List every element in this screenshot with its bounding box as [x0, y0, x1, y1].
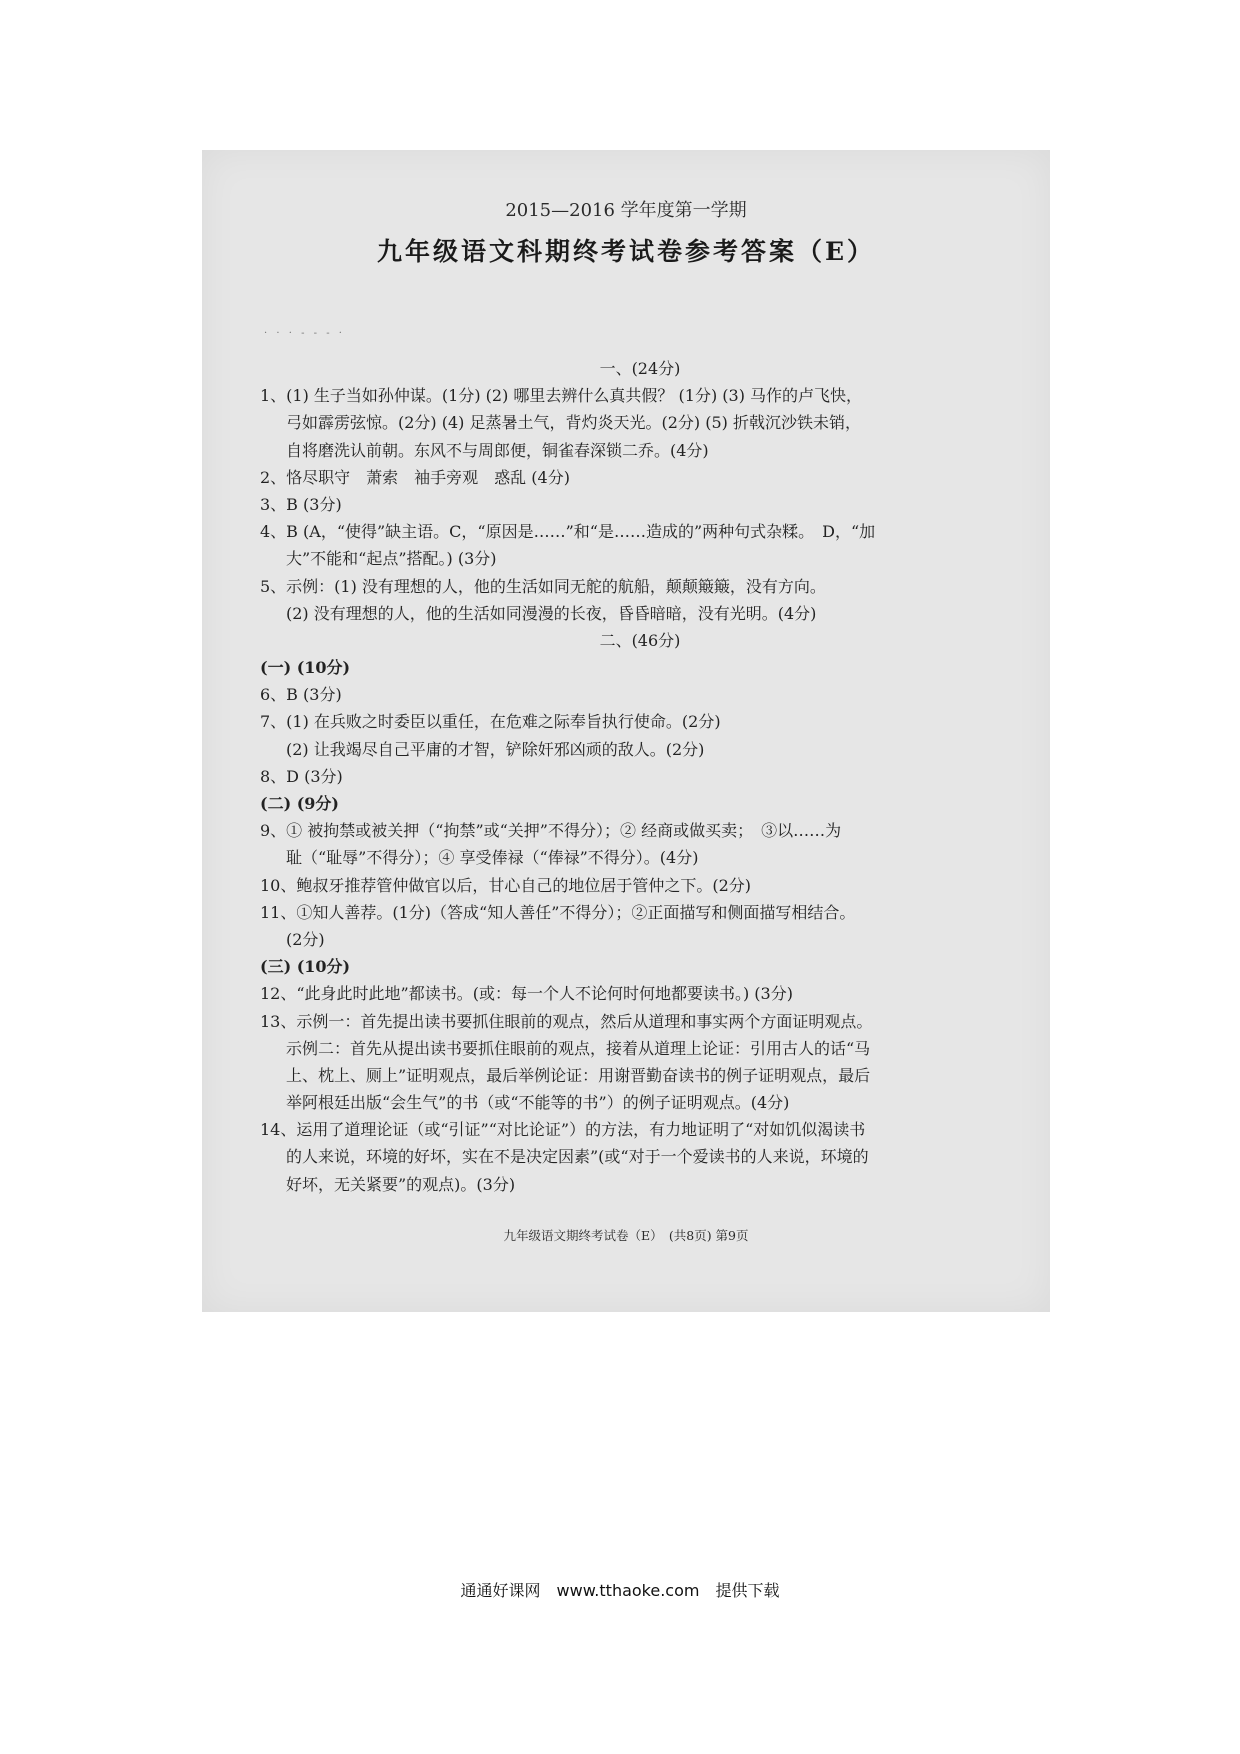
answer-line: 14、运用了道理论证（或“引证”“对比论证”）的方法，有力地证明了“对如饥似渴读书	[260, 1120, 866, 1140]
answer-line: 3、B (3分)	[260, 494, 342, 514]
download-source-footer: 通通好课网 www.tthaoke.com 提供下载	[460, 1581, 780, 1600]
answer-line: 好坏，无关紧要”的观点)。(3分)	[286, 1174, 516, 1194]
answer-line: 举阿根廷出版“会生气”的书（或“不能等的书”）的例子证明观点。(4分)	[286, 1093, 790, 1113]
answer-line: 10、鲍叔牙推荐管仲做官以后，甘心自己的地位居于管仲之下。(2分)	[260, 875, 752, 895]
answer-line: 大”不能和“起点”搭配。) (3分)	[286, 549, 497, 569]
answer-line: 8、D (3分)	[260, 766, 343, 786]
answer-line: 的人来说，环境的好坏，实在不是决定因素”(或“对于一个爱读书的人来说，环境的	[286, 1147, 869, 1167]
answer-line: (2) 没有理想的人，他的生活如同漫漫的长夜，昏昏暗暗，没有光明。(4分)	[286, 603, 817, 623]
answer-line: 上、枕上、厕上”证明观点，最后举例论证：用谢晋勤奋读书的例子证明观点，最后	[286, 1065, 871, 1085]
inner-page-footer: 九年级语文期终考试卷（E） (共8页) 第9页	[503, 1228, 749, 1243]
answer-line: 5、示例：(1) 没有理想的人，他的生活如同无舵的航船，颠颠簸簸，没有方向。	[260, 576, 826, 596]
document-title: 九年级语文科期终考试卷参考答案（E）	[376, 237, 876, 266]
answer-line: (2分)	[286, 929, 325, 949]
answer-line: 1、(1) 生子当如孙仲谋。(1分) (2) 哪里去辨什么真共假？ (1分) (3) 马作的卢飞快，	[260, 386, 863, 406]
answer-line: (一) (10分)	[260, 658, 351, 678]
answer-line: (二) (9分)	[260, 794, 339, 813]
answer-line: 9、① 被拘禁或被关押（“拘禁”或“关押”不得分）；② 经商或做买卖； ③以……为	[260, 821, 842, 841]
answer-line: (三) (10分)	[260, 957, 351, 977]
answer-line: 2、恪尽职守 萧索 袖手旁观 惑乱 (4分)	[260, 467, 570, 487]
answer-line: 一、(24分)	[599, 359, 681, 378]
answer-line: 弓如霹雳弦惊。(2分) (4) 足蒸暑土气，背灼炎天光。(2分) (5) 折戟沉沙铁未销，	[286, 413, 862, 433]
answer-line: 自将磨洗认前朝。东风不与周郎便，铜雀春深锁二乔。(4分)	[286, 440, 709, 460]
answer-line: 7、(1) 在兵败之时委臣以重任，在危难之际奉旨执行使命。(2分)	[260, 712, 721, 732]
answer-line: 11、①知人善荐。(1分)（答成“知人善任”不得分）；②正面描写和侧面描写相结合。	[260, 902, 856, 922]
answer-line: (2) 让我竭尽自己平庸的才智，铲除奸邪凶顽的敌人。(2分)	[286, 739, 705, 759]
scanned-answer-sheet	[202, 150, 1050, 1312]
answer-line: 耻（“耻辱”不得分）；④ 享受俸禄（“俸禄”不得分）。(4分)	[286, 848, 699, 868]
answer-line: 示例二：首先从提出读书要抓住眼前的观点，接着从道理上论证：引用古人的话“马	[286, 1038, 871, 1058]
answer-line: 6、B (3分)	[260, 685, 342, 705]
answer-line: 12、“此身此时此地”都读书。(或：每一个人不论何时何地都要读书。) (3分)	[260, 984, 793, 1004]
answer-line: 4、B (A，“使得”缺主语。C，“原因是……”和“是……造成的”两种句式杂糅。 D，“加	[260, 522, 876, 542]
answer-line: 二、(46分)	[599, 630, 681, 650]
semester-heading: 2015—2016 学年度第一学期	[505, 200, 747, 221]
scan-speckle: · · · - - - ·	[264, 328, 345, 339]
answer-content	[260, 355, 1020, 1198]
answer-line: 13、示例一：首先提出读书要抓住眼前的观点，然后从道理和事实两个方面证明观点。	[260, 1011, 873, 1031]
